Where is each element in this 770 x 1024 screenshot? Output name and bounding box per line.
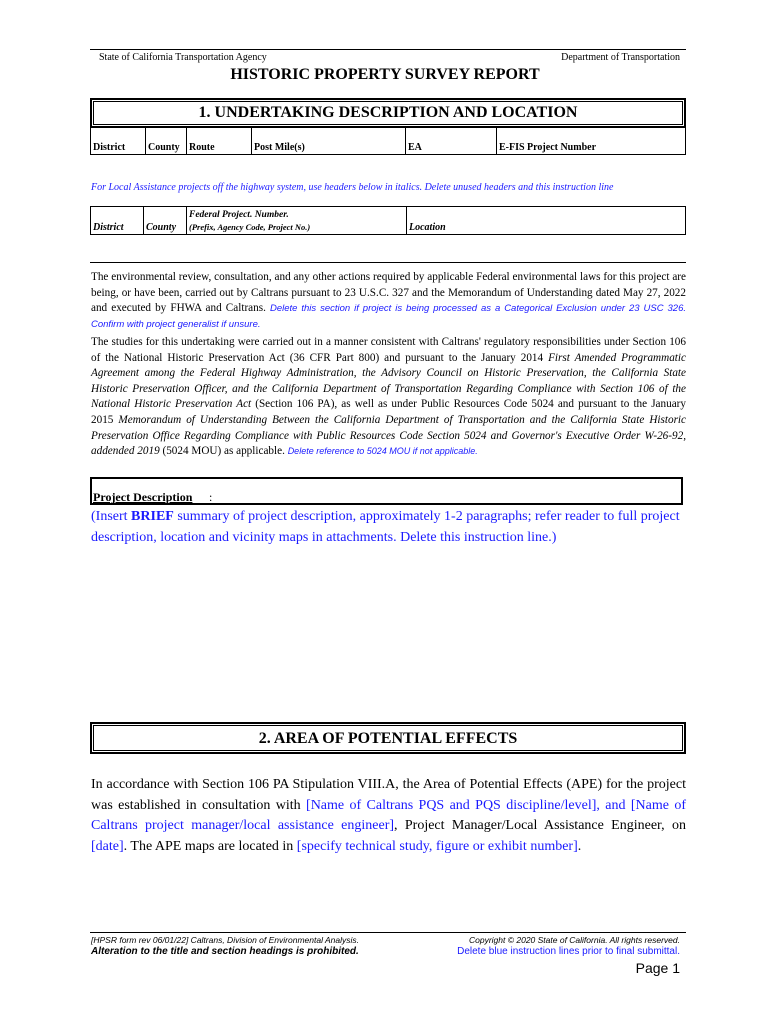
project-description-label: Project Description bbox=[93, 490, 193, 504]
colon: : bbox=[209, 490, 213, 504]
local-assistance-instruction: For Local Assistance projects off the highway system, use headers below in italics. Delete unused headers and this instruction line bbox=[91, 182, 614, 193]
section106-paragraph bbox=[91, 335, 686, 460]
local-col-federal bbox=[187, 207, 407, 235]
col-efis: E-FIS Project Number bbox=[497, 128, 686, 155]
col-route: Route bbox=[187, 128, 252, 155]
ape-a: In accordance with Section 106 PA Stipulation VIII.A, the Area of Potential Effects (APE) for the project was established in consultation with bbox=[91, 777, 686, 813]
ape-c: . The APE maps are located in bbox=[123, 838, 297, 854]
delete-note: Delete blue instruction lines prior to final submittal. bbox=[457, 946, 680, 957]
ape-d: . bbox=[577, 838, 582, 854]
para2-pa-title: First Amended Programmatic Agreement among the Federal Highway Administration, the Advisory Council on Historic Preservation, the California State Historic Preservation Officer, and the California Department of Transportation Regarding Compliance with Section 106 of the National Historic Preservation Act bbox=[91, 351, 686, 411]
department-name: Department of Transportation bbox=[561, 52, 680, 63]
local-col-district: District bbox=[91, 207, 144, 235]
section2-heading: 2. AREA OF POTENTIAL EFFECTS bbox=[90, 722, 686, 754]
col-district: District bbox=[91, 128, 146, 155]
federal-line1: Federal Project. Number. bbox=[189, 210, 289, 220]
para1-note: Delete this section if project is being processed as a Categorical Exclusion under 23 USC 326. Confirm with project generalist if unsure. bbox=[91, 303, 686, 330]
ape-date: [date] bbox=[91, 838, 124, 854]
local-assistance-table bbox=[90, 206, 686, 235]
para2-c: (Section 106 PA), as well as under Public Resources Code 5024 and pursuant to the January 2015 bbox=[91, 398, 686, 426]
pd-a: (Insert bbox=[91, 509, 132, 524]
agency-name: State of California Transportation Agency bbox=[99, 52, 267, 63]
pd-brief: BRIEF bbox=[131, 509, 174, 524]
page-number: Page 1 bbox=[635, 960, 680, 976]
alteration-text: Alteration to the title and section headings is prohibited bbox=[91, 946, 357, 957]
para2-e: (5024 MOU) as applicable. bbox=[159, 445, 288, 458]
col-postmile: Post Mile(s) bbox=[252, 128, 406, 155]
pd-b: summary of project description, approximately 1-2 paragraphs; refer reader to full project description, location and vicinity maps in attachments. Delete this instruction line.) bbox=[91, 509, 680, 545]
section1-heading: 1. UNDERTAKING DESCRIPTION AND LOCATION bbox=[90, 98, 686, 128]
project-description-box bbox=[90, 477, 683, 505]
ape-b: , Project Manager/Local Assistance Engineer, on bbox=[394, 818, 686, 833]
footer-left bbox=[91, 935, 359, 957]
header-rule bbox=[90, 49, 686, 50]
ape-pqs: [Name of Caltrans PQS and PQS discipline/level], and bbox=[306, 797, 631, 813]
col-county: County bbox=[146, 128, 187, 155]
copyright: Copyright © 2020 State of California. All rights reserved. bbox=[469, 935, 680, 945]
form-revision: [HPSR form rev 06/01/22] Caltrans, Division of Environmental Analysis. bbox=[91, 935, 360, 945]
para2-note: Delete reference to 5024 MOU if not applicable. bbox=[287, 446, 478, 457]
federal-line2: (Prefix, Agency Code, Project No.) bbox=[189, 222, 311, 232]
undertaking-table bbox=[90, 127, 686, 155]
alteration-notice: Alteration to the title and section headings is prohibited. bbox=[91, 946, 359, 957]
nepa-assignment-paragraph bbox=[91, 270, 686, 332]
ape-paragraph bbox=[91, 775, 686, 857]
para2-mou-title: Memorandum of Understanding Between the California Department of Transportation and the California State Historic Preservation Office Regarding Compliance with Public Resources Code Section 5024 and Governor's Executive Order W-26-92, addended 2019 bbox=[91, 413, 686, 458]
para2-a: The studies for this undertaking were carried out in a manner consistent with Caltrans' regulatory responsibilities under Section 106 of the National Historic Preservation Act (36 CFR Part 800) and pursuant to the January 2014 bbox=[91, 336, 686, 364]
local-col-county: County bbox=[144, 207, 187, 235]
local-col-location: Location bbox=[407, 207, 686, 235]
divider bbox=[90, 262, 686, 263]
col-ea: EA bbox=[406, 128, 497, 155]
report-title: HISTORIC PROPERTY SURVEY REPORT bbox=[230, 66, 540, 83]
para1-text: The environmental review, consultation, and any other actions required by applicable Federal environmental laws for this project are being, or have been, carried out by Caltrans pursuant to 23 U.S.C. 327 and the Memorandum of Understanding dated May 27, 2022 and executed by FHWA and Caltrans. bbox=[91, 271, 686, 315]
footer-rule bbox=[90, 932, 686, 933]
project-description-instruction bbox=[91, 506, 691, 548]
footer-right bbox=[457, 935, 680, 957]
ape-pm: [Name of Caltrans project manager/local assistance engineer] bbox=[91, 797, 686, 833]
ape-study: [specify technical study, figure or exhibit number] bbox=[296, 838, 578, 854]
